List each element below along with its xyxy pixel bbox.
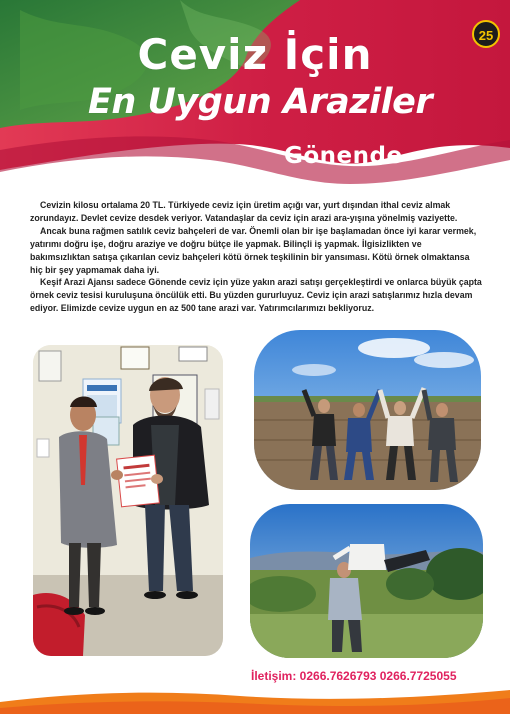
page-title: Ceviz İçin <box>137 30 373 79</box>
page-subtitle: En Uygun Araziler <box>88 82 433 122</box>
article-paragraph-1: Cevizin kilosu ortalama 20 TL. Türkiyede ceviz için üretim açığı var, yurt dışından ithal ceviz almak zorundayız. Devlet cevize desdek veriyor. Vatandaşlar da ceviz için arazi ara-yışına yönelmiş vaziyette. <box>30 200 458 223</box>
header-banner <box>0 0 510 190</box>
field-lift-photo <box>250 504 483 658</box>
article-body <box>30 199 482 315</box>
article-paragraph-3: Keşif Arazi Ajansı sadece Gönende ceviz için yüze yakın arazi satışı gerçekleştirdi ve onlarca büyük çapta örnek ceviz tesisi kuruluşuna öncülük etti. Bu yüzden gururluyuz. Ceviz için arazi satışlarımız hızla devam ediyor. Elimizde cevize uygun en az 500 tane arazi var. Yatırımcılarımızı bekliyoruz. <box>30 277 482 314</box>
field-group-photo <box>254 330 481 490</box>
page-number-badge: 25 <box>472 20 500 48</box>
footer-wave <box>0 688 510 714</box>
contact-info: İletişim: 0266.7626793 0266.7725055 <box>251 669 457 683</box>
location-label: Gönende <box>284 143 403 169</box>
article-paragraph-2: Ancak buna rağmen satılık ceviz bahçeleri de var. Önemli olan bir işe başlamadan önce iyi karar vermek, yatırımı doğru işe, doğru araziye ve doğru bütçe ile yapmak. Bilinçli iş yapmak. İlgisizlikten ve bakımsızlıktan satışa çıkarılan ceviz bahçeleri kötü örnek teşkilinin bir yansıması. Kötü örnek olmaktansa hiç bir şey yapmamak daha iyi. <box>30 225 477 275</box>
office-certificate-photo <box>33 345 223 656</box>
